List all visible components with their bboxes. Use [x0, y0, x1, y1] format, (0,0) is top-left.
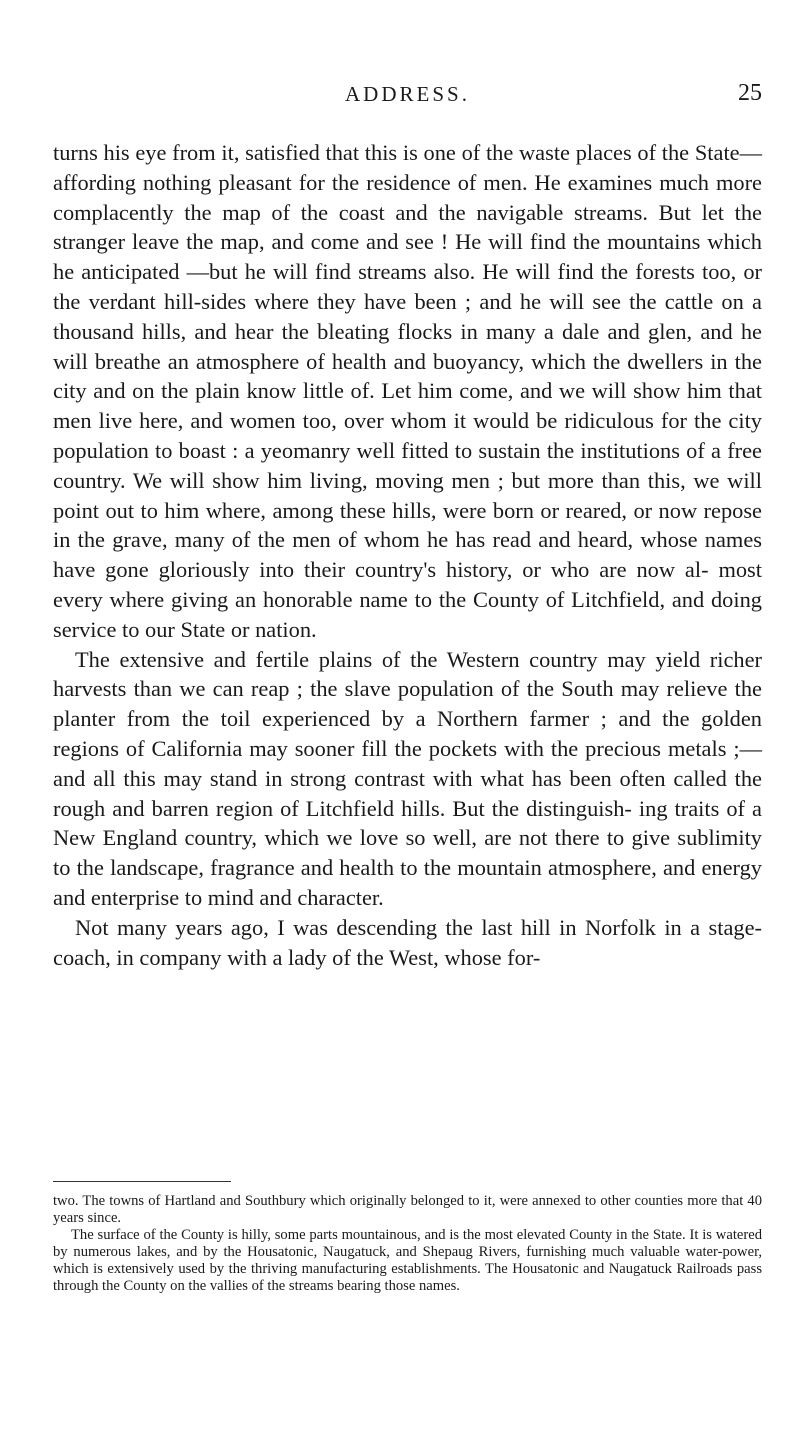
footnote-paragraph: The surface of the County is hilly, some parts mountainous, and is the most elevated County in the State. It is watered by numerous lakes, and by the Housatonic, Naugatuck, and Shepaug Rivers, furnishing much valuable water-power, which is extensively used by the thriving manufacturing establishments. The Housatonic and Naugatuck Railroads pass through the County on the vallies of the streams bearing those names. — [53, 1227, 762, 1294]
running-title: ADDRESS. — [345, 82, 470, 106]
running-header — [53, 80, 762, 112]
paragraph: Not many years ago, I was descending the last hill in Norfolk in a stage-coach, in company with a lady of the West, whose for- — [53, 914, 762, 970]
footnote — [53, 1193, 762, 1295]
main-text — [53, 138, 762, 972]
paragraph: turns his eye from it, satisfied that this is one of the waste places of the State—affording nothing pleasant for the residence of men. He examines much more complacently the map of the coast and the navigable streams. But let the stranger leave the map, and come and see ! He will find the mountains which he anticipated —but he will find streams also. He will find the forests too, or the verdant hill-sides where they have been ; and he will see the cattle on a thousand hills, and hear the bleating flocks in many a dale and glen, and he will breathe an atmosphere of health and buoyancy, which the dwellers in the city and on the plain know little of. Let him come, and we will show him that men live here, and women too, over whom it would be ridiculous for the city population to boast : a yeomanry well fitted to sustain the institutions of a free country. We will show him living, moving men ; but more than this, we will point out to him where, among these hills, were born or reared, or now repose in the grave, many of the men of whom he has read and heard, whose names have gone gloriously into their country's history, or who are now al- most every where giving an honorable name to the County of Litchfield, and doing service to our State or nation. — [53, 140, 762, 642]
page-number: 25 — [738, 80, 762, 106]
footnote-paragraph: two. The towns of Hartland and Southbury which originally belonged to it, were annexed to other counties more that 40 years since. — [53, 1193, 762, 1226]
paragraph: The extensive and fertile plains of the Western country may yield richer harvests than we can reap ; the slave population of the South may relieve the planter from the toil experienced by a Northern farmer ; and the golden regions of California may sooner fill the pockets with the precious metals ;—and all this may stand in strong contrast with what has been often called the rough and barren region of Litchfield hills. But the distinguish- ing traits of a New England country, which we love so well, are not there to give sublimity to the landscape, fragrance and health to the mountain atmosphere, and energy and enterprise to mind and character. — [53, 646, 762, 910]
footnote-divider — [53, 1181, 231, 1182]
